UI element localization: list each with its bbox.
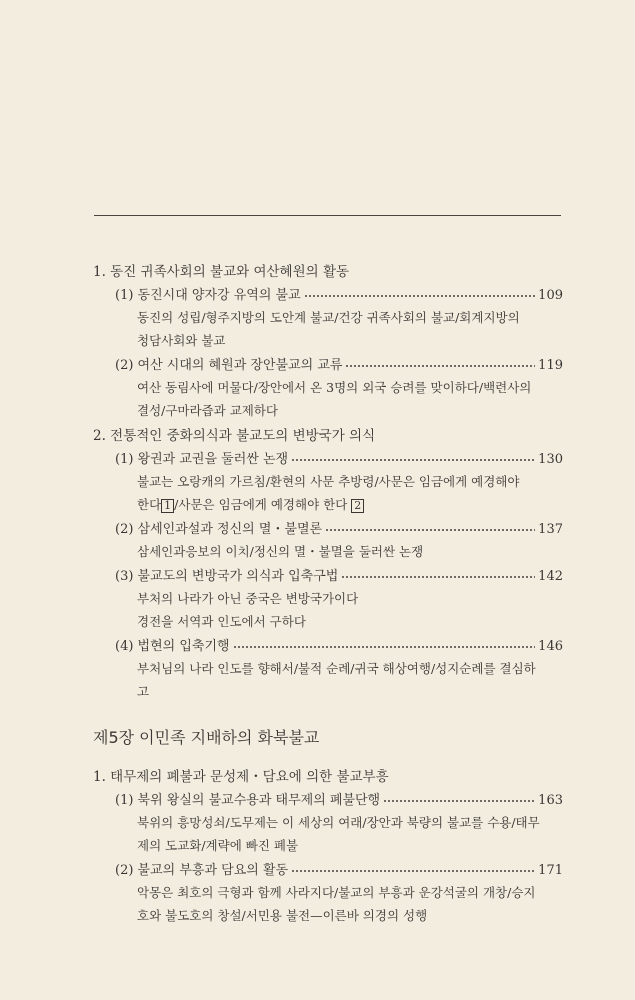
entry-subtopics: 한다 1 /사문은 임금에게 예경해야 한다 2 <box>137 493 563 516</box>
entry-subtopics: 부처의 나라가 아닌 중국은 변방국가이다 <box>137 591 359 606</box>
entry-subtopics: 제의 도교화/계략에 빠진 폐불 <box>137 838 299 853</box>
entry-title: (2) 삼세인과설과 정신의 멸・불멸론 <box>115 522 323 537</box>
entry-title: (4) 법현의 입축기행 <box>115 639 230 654</box>
entry-subtopics: 동진의 성립/형주지방의 도안계 불교/건강 귀족사회의 불교/회계지방의 <box>137 310 520 325</box>
entry-title: (3) 불교도의 변방국가 의식과 입축구법 <box>115 569 339 584</box>
entry-subtopics: 북위의 흥망성쇠/도무제는 이 세상의 여래/장안과 북량의 불교를 수용/태무 <box>137 815 540 830</box>
toc-entry <box>115 520 563 563</box>
toc-entry <box>115 450 563 516</box>
section-title: 1. 태무제의 폐불과 문성제・담요에 의한 불교부흥 <box>93 769 389 785</box>
entry-subtopics: 삼세인과응보의 이치/정신의 멸・불멸을 둘러싼 논쟁 <box>137 544 424 559</box>
entry-subtopics: 결성/구마라즙과 교제하다 <box>137 403 279 418</box>
page-number: 109 <box>538 288 563 303</box>
toc-entry <box>115 286 563 352</box>
page-number: 137 <box>538 522 563 537</box>
dot-leader <box>304 294 536 298</box>
entry-title: (2) 불교의 부흥과 담요의 활동 <box>115 863 289 878</box>
entry-subtopics: 경전을 서역과 인도에서 구하다 <box>137 614 306 629</box>
page-number: 171 <box>538 863 563 878</box>
toc-entry <box>115 637 563 703</box>
entry-title: (1) 동진시대 양자강 유역의 불교 <box>115 288 301 303</box>
entry-subtopics: 호와 불도호의 창설/서민용 불전—이른바 의경의 성행 <box>137 908 428 923</box>
dot-leader <box>341 575 535 579</box>
table-of-contents <box>93 262 563 931</box>
page-number: 146 <box>538 639 563 654</box>
toc-entry <box>115 861 563 927</box>
boxed-numeral: 2 <box>351 499 364 513</box>
page-number: 130 <box>538 452 563 467</box>
toc-entry <box>115 356 563 422</box>
dot-leader <box>383 799 535 803</box>
chapter-title: 제5장 이민족 지배하의 화북불교 <box>93 728 320 747</box>
top-rule <box>94 215 561 216</box>
entry-title: (1) 북위 왕실의 불교수용과 태무제의 폐불단행 <box>115 793 381 808</box>
page-number: 119 <box>538 358 563 373</box>
entry-subtopics: 청담사회와 불교 <box>137 333 226 348</box>
entry-title: (2) 여산 시대의 혜원과 장안불교의 교류 <box>115 358 343 373</box>
section-title: 2. 전통적인 중화의식과 불교도의 변방국가 의식 <box>93 428 376 444</box>
entry-title: (1) 왕권과 교권을 둘러싼 논쟁 <box>115 452 289 467</box>
boxed-numeral: 1 <box>161 499 174 513</box>
entry-subtopics: 고 <box>137 684 150 699</box>
entry-subtopics: 악몽은 최호의 극형과 함께 사라지다/불교의 부흥과 운강석굴의 개창/승지 <box>137 885 536 900</box>
page-number: 142 <box>538 569 563 584</box>
page-number: 163 <box>538 793 563 808</box>
dot-leader <box>291 869 535 873</box>
dot-leader <box>233 645 536 649</box>
entry-subtopics: 부처님의 나라 인도를 향해서/불적 순례/귀국 해상여행/성지순례를 결심하 <box>137 661 536 676</box>
dot-leader <box>325 528 535 532</box>
section-title: 1. 동진 귀족사회의 불교와 여산혜원의 활동 <box>93 264 350 280</box>
dot-leader <box>291 458 535 462</box>
toc-entry <box>115 791 563 857</box>
entry-subtopics: 불교는 오랑캐의 가르침/환현의 사문 추방령/사문은 임금에게 예경해야 <box>137 474 520 489</box>
toc-entry <box>115 567 563 633</box>
entry-subtopics: 여산 동림사에 머물다/장안에서 온 3명의 외국 승려를 맞이하다/백련사의 <box>137 380 532 395</box>
dot-leader <box>345 364 535 368</box>
